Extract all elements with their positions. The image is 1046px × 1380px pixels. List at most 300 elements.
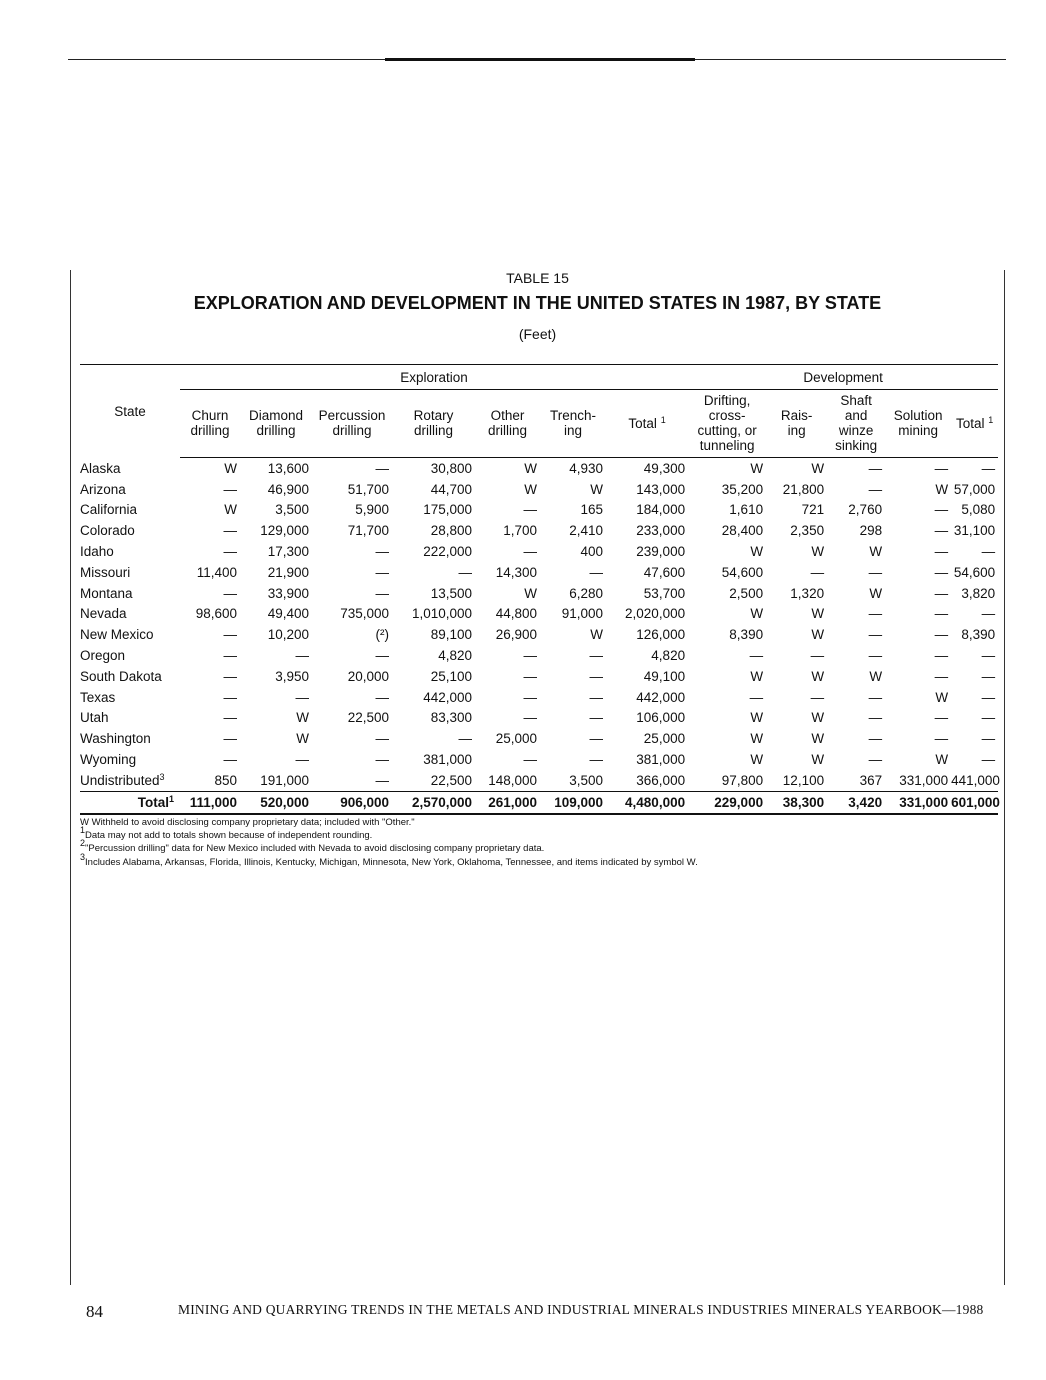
value-cell: —	[934, 627, 949, 643]
state-name: Missouri	[80, 564, 131, 580]
value-cell: —	[523, 710, 537, 726]
value-cell: 25,000	[495, 731, 537, 747]
footnote-marker: 3	[159, 771, 165, 782]
total-value-cell: 229,000	[688, 791, 766, 813]
value-cell: —	[868, 731, 883, 747]
value-cell: W	[811, 752, 825, 768]
value-cell: W	[296, 731, 309, 747]
value-cell: 57,000	[953, 481, 996, 497]
value-cell: W	[811, 627, 825, 643]
value-cell: 49,400	[267, 606, 309, 622]
total-value-cell: 520,000	[240, 791, 312, 813]
state-cell	[80, 520, 180, 541]
value-cell: —	[295, 689, 309, 705]
total-value-cell: 331,000	[885, 791, 951, 813]
value-cell: —	[223, 648, 237, 664]
table-row	[80, 770, 998, 791]
value-cell: —	[981, 460, 996, 476]
value-cell: 1,320	[790, 585, 825, 601]
value-cell: W	[869, 544, 883, 560]
footnote	[80, 825, 998, 842]
value-cell: —	[749, 689, 764, 705]
value-cell: W	[750, 460, 764, 476]
value-cell: 233,000	[636, 523, 686, 539]
right-margin-line	[1004, 270, 1005, 1285]
column-header-line: Rotary	[413, 408, 454, 423]
exploration-development-table	[80, 364, 998, 815]
column-header-line: ing	[563, 423, 582, 438]
value-cell: —	[981, 606, 996, 622]
total-row	[80, 791, 998, 813]
footnote-text: W Withheld to avoid disclosing company proprietary data; included with "Other."	[80, 817, 415, 828]
value-cell: 91,000	[561, 606, 603, 622]
value-cell: 31,100	[953, 523, 996, 539]
value-cell: —	[868, 460, 883, 476]
value-cell: 13,600	[267, 460, 309, 476]
value-cell: 44,700	[430, 481, 472, 497]
state-cell	[80, 604, 180, 625]
value-cell: —	[295, 752, 309, 768]
value-cell: 71,700	[347, 523, 389, 539]
value-cell: 20,000	[347, 668, 389, 684]
value-cell: W	[750, 752, 764, 768]
footnote-marker: 2	[80, 838, 86, 849]
value-cell: —	[458, 731, 472, 747]
value-cell: —	[375, 460, 389, 476]
value-cell: 46,900	[267, 481, 309, 497]
value-cell: —	[223, 544, 237, 560]
state-name: Alaska	[80, 460, 121, 476]
footnote-marker: 1	[988, 414, 994, 425]
value-cell: —	[223, 627, 237, 643]
value-cell: —	[934, 648, 949, 664]
state-cell	[80, 666, 180, 687]
value-cell: W	[811, 606, 825, 622]
table-body	[80, 458, 998, 814]
value-cell: —	[981, 668, 996, 684]
total-value-cell: 111,000	[180, 791, 240, 813]
value-cell: 1,010,000	[411, 606, 472, 622]
value-cell: —	[749, 648, 764, 664]
value-cell: —	[868, 648, 883, 664]
state-cell	[80, 770, 180, 791]
value-cell: W	[750, 710, 764, 726]
value-cell: 49,300	[643, 460, 686, 476]
value-cell: W	[869, 668, 883, 684]
value-cell: —	[523, 689, 537, 705]
value-cell: W	[524, 481, 537, 497]
value-cell: —	[934, 668, 949, 684]
value-cell: 54,600	[721, 564, 764, 580]
value-cell: —	[981, 731, 996, 747]
value-cell: 148,000	[488, 772, 537, 788]
column-header-line: drilling	[487, 423, 528, 438]
column-header-row	[80, 390, 998, 458]
value-cell: —	[375, 648, 389, 664]
value-cell: —	[934, 564, 949, 580]
state-name: Undistributed	[80, 772, 160, 788]
value-cell: —	[223, 668, 237, 684]
state-cell	[80, 479, 180, 500]
value-cell: —	[223, 731, 237, 747]
value-cell: W	[750, 606, 764, 622]
column-header-line: tunneling	[699, 438, 755, 453]
value-cell: 1,700	[503, 523, 537, 539]
value-cell: —	[868, 606, 883, 622]
value-cell: 298	[859, 523, 883, 539]
column-header-line: Total	[628, 415, 657, 431]
value-cell: 13,500	[430, 585, 472, 601]
total-value-cell: 261,000	[475, 791, 540, 813]
value-cell: 83,300	[430, 710, 472, 726]
value-cell: —	[868, 689, 883, 705]
column-header	[312, 390, 392, 458]
state-cell	[80, 541, 180, 562]
value-cell: —	[295, 648, 309, 664]
value-cell: —	[810, 689, 825, 705]
table-row	[80, 749, 998, 770]
value-cell: 441,000	[951, 772, 1000, 788]
state-cell	[80, 645, 180, 666]
value-cell: —	[981, 752, 996, 768]
value-cell: —	[375, 689, 389, 705]
value-cell: 1,610	[729, 502, 764, 518]
value-cell: 2,760	[848, 502, 883, 518]
value-cell: 25,000	[643, 731, 686, 747]
footnotes	[80, 816, 998, 869]
value-cell: —	[934, 544, 949, 560]
value-cell: —	[523, 502, 537, 518]
value-cell: —	[934, 731, 949, 747]
state-cell	[80, 624, 180, 645]
value-cell: —	[981, 689, 996, 705]
value-cell: 2,020,000	[625, 606, 686, 622]
value-cell: 175,000	[423, 502, 472, 518]
value-cell: 5,080	[961, 502, 996, 518]
value-cell: 17,300	[267, 544, 309, 560]
state-cell	[80, 583, 180, 604]
value-cell: 2,410	[569, 523, 603, 539]
value-cell: 49,100	[643, 668, 686, 684]
value-cell: 366,000	[636, 772, 686, 788]
value-cell: W	[869, 585, 883, 601]
state-name: South Dakota	[80, 668, 162, 684]
footnote	[80, 816, 998, 829]
total-label-cell	[80, 791, 180, 813]
value-cell: 26,900	[495, 627, 537, 643]
footnote	[80, 851, 998, 869]
state-name: Nevada	[80, 606, 127, 622]
state-name: Colorado	[80, 523, 135, 539]
value-cell: 367	[859, 772, 883, 788]
value-cell: 8,390	[961, 627, 996, 643]
value-cell: —	[934, 606, 949, 622]
value-cell: W	[224, 502, 237, 518]
value-cell: W	[750, 668, 764, 684]
state-name: Idaho	[80, 544, 114, 560]
value-cell: —	[810, 564, 825, 580]
value-cell: 47,600	[643, 564, 686, 580]
state-name: Washington	[80, 731, 151, 747]
value-cell: 30,800	[430, 460, 472, 476]
value-cell: W	[811, 731, 825, 747]
table-row	[80, 645, 998, 666]
value-cell: W	[590, 481, 603, 497]
value-cell: 54,600	[953, 564, 996, 580]
value-cell: 89,100	[430, 627, 472, 643]
state-cell	[80, 728, 180, 749]
value-cell: 184,000	[636, 502, 686, 518]
value-cell: —	[589, 668, 603, 684]
value-cell: 3,500	[569, 772, 603, 788]
value-cell: 98,600	[195, 606, 237, 622]
value-cell: 126,000	[636, 627, 686, 643]
value-cell: 12,100	[782, 772, 825, 788]
value-cell: 22,500	[347, 710, 389, 726]
value-cell: —	[981, 544, 996, 560]
value-cell: 8,390	[729, 627, 764, 643]
value-cell: 33,900	[267, 585, 309, 601]
value-cell: —	[981, 710, 996, 726]
table-row	[80, 604, 998, 625]
column-header-line: ing	[787, 423, 806, 438]
footnote-marker: 1	[168, 793, 174, 804]
value-cell: 28,800	[430, 523, 472, 539]
column-header	[240, 390, 312, 458]
footnote-text: "Percussion drilling" data for New Mexico included with Nevada to avoid disclosing company proprietary data.	[85, 843, 545, 855]
value-cell: —	[223, 481, 237, 497]
state-cell	[80, 562, 180, 583]
column-header-line: Rais-	[780, 408, 813, 423]
value-cell: —	[223, 710, 237, 726]
value-cell: —	[375, 752, 389, 768]
state-header: State	[80, 365, 180, 458]
value-cell: 2,350	[790, 523, 825, 539]
value-cell: —	[934, 460, 949, 476]
value-cell: 3,500	[275, 502, 309, 518]
value-cell: —	[589, 731, 603, 747]
column-header-line: mining	[898, 423, 938, 438]
table-row	[80, 728, 998, 749]
column-header	[885, 390, 951, 458]
column-header-line: drilling	[190, 423, 230, 438]
state-name: Oregon	[80, 648, 126, 664]
column-header-line: cutting, or	[697, 423, 757, 438]
value-cell: —	[223, 689, 237, 705]
state-cell	[80, 458, 180, 479]
value-cell: 106,000	[636, 710, 686, 726]
value-cell: 222,000	[423, 544, 472, 560]
value-cell: —	[868, 627, 883, 643]
value-cell: —	[523, 648, 537, 664]
value-cell: —	[810, 648, 825, 664]
value-cell: W	[811, 544, 825, 560]
value-cell: 735,000	[340, 606, 389, 622]
column-header	[540, 390, 606, 458]
column-header	[688, 390, 766, 458]
value-cell: 143,000	[636, 481, 686, 497]
value-cell: 25,100	[430, 668, 472, 684]
state-name: California	[80, 502, 138, 518]
column-header-line: drilling	[332, 423, 372, 438]
exploration-group-header: Exploration	[180, 365, 688, 390]
total-value-cell: 109,000	[540, 791, 606, 813]
value-cell: —	[375, 772, 389, 788]
value-cell: 4,820	[651, 648, 686, 664]
value-cell: 2,500	[729, 585, 764, 601]
column-header-line: cross-	[708, 408, 746, 423]
value-cell: 44,800	[495, 606, 537, 622]
footnote-marker: 1	[660, 414, 666, 425]
table-row	[80, 708, 998, 729]
table-row	[80, 666, 998, 687]
value-cell: 381,000	[636, 752, 686, 768]
footnote	[80, 838, 998, 855]
value-cell: 400	[580, 544, 603, 560]
value-cell: —	[589, 710, 603, 726]
column-header-line: Total	[955, 415, 985, 431]
value-cell: —	[523, 752, 537, 768]
state-name: Montana	[80, 585, 133, 601]
state-name: New Mexico	[80, 627, 154, 643]
value-cell: —	[934, 502, 949, 518]
table-row	[80, 583, 998, 604]
column-header-line: drilling	[256, 423, 296, 438]
table-row	[80, 500, 998, 521]
value-cell: —	[223, 523, 237, 539]
state-name: Utah	[80, 710, 109, 726]
state-name: Wyoming	[80, 752, 137, 768]
value-cell: —	[589, 689, 603, 705]
table-row	[80, 541, 998, 562]
column-header	[475, 390, 540, 458]
value-cell: W	[935, 752, 949, 768]
state-cell	[80, 500, 180, 521]
value-cell: W	[524, 460, 537, 476]
footnote-marker: 1	[80, 825, 86, 836]
value-cell: W	[811, 710, 825, 726]
value-cell: 5,900	[355, 502, 389, 518]
column-header-line: Diamond	[248, 408, 304, 423]
value-cell: —	[868, 710, 883, 726]
table-label: TABLE 15	[506, 270, 569, 286]
table-row	[80, 479, 998, 500]
column-header	[827, 390, 885, 458]
value-cell: 35,200	[721, 481, 764, 497]
state-name: Arizona	[80, 481, 126, 497]
value-cell: W	[224, 460, 237, 476]
value-cell: W	[935, 481, 949, 497]
state-cell	[80, 749, 180, 770]
total-value-cell: 38,300	[766, 791, 827, 813]
column-header-line: and	[844, 408, 868, 423]
footnote-text: Data may not add to totals shown because of independent rounding.	[85, 830, 373, 842]
value-cell: —	[458, 564, 472, 580]
table-units: (Feet)	[518, 326, 557, 342]
value-cell: —	[375, 564, 389, 580]
total-value-cell: 601,000	[951, 791, 998, 813]
value-cell: 381,000	[423, 752, 472, 768]
total-label: Total	[137, 794, 169, 810]
development-group-header: Development	[688, 365, 998, 390]
table-row	[80, 687, 998, 708]
value-cell: —	[934, 523, 949, 539]
value-cell: —	[523, 544, 537, 560]
page-number: 84	[86, 1302, 103, 1321]
table-row	[80, 458, 998, 479]
value-cell: —	[934, 585, 949, 601]
value-cell: 53,700	[643, 585, 686, 601]
table-title: EXPLORATION AND DEVELOPMENT IN THE UNITED STATES IN 1987, BY STATE	[193, 293, 882, 313]
value-cell: 11,400	[196, 564, 237, 580]
value-cell: 442,000	[423, 689, 472, 705]
value-cell: W	[750, 544, 764, 560]
table-row	[80, 520, 998, 541]
column-header-line: Drifting,	[703, 393, 751, 408]
state-name: Texas	[80, 689, 116, 705]
value-cell: —	[375, 544, 389, 560]
value-cell: —	[868, 564, 883, 580]
column-header-line: Shaft	[840, 393, 872, 408]
data-table-container	[80, 364, 998, 815]
value-cell: —	[868, 481, 883, 497]
running-head: MINING AND QUARRYING TRENDS IN THE METALS AND INDUSTRIAL MINERALS INDUSTRIES MINERALS YEARBOOK—1988	[178, 1302, 984, 1317]
value-cell: W	[935, 689, 949, 705]
column-header	[180, 390, 240, 458]
value-cell: 21,800	[782, 481, 825, 497]
value-cell: 97,800	[721, 772, 764, 788]
value-cell: W	[524, 585, 537, 601]
column-header	[766, 390, 827, 458]
value-cell: 51,700	[347, 481, 389, 497]
value-cell: —	[868, 752, 883, 768]
value-cell: 14,300	[495, 564, 537, 580]
value-cell: W	[811, 668, 825, 684]
value-cell: (²)	[375, 627, 389, 643]
value-cell: 331,000	[899, 772, 949, 788]
column-header	[951, 390, 998, 458]
value-cell: 22,500	[430, 772, 472, 788]
footnote-text: Includes Alabama, Arkansas, Florida, Illinois, Kentucky, Michigan, Minnesota, New York, Oklahoma, Tennessee, and items indicated by symbol W.	[85, 856, 698, 868]
value-cell: 10,200	[267, 627, 309, 643]
column-header-line: Churn	[191, 408, 229, 423]
column-header	[606, 390, 688, 458]
total-value-cell: 2,570,000	[392, 791, 475, 813]
value-cell: 191,000	[260, 772, 309, 788]
value-cell: 4,820	[438, 648, 472, 664]
column-header-line: Other	[490, 408, 525, 423]
value-cell: W	[590, 627, 603, 643]
value-cell: 3,950	[275, 668, 309, 684]
column-header-line: sinking	[835, 438, 878, 453]
column-header-line: Percussion	[318, 408, 386, 423]
value-cell: 21,900	[267, 564, 309, 580]
column-header-line: winze	[838, 423, 874, 438]
value-cell: W	[296, 710, 309, 726]
value-cell: —	[589, 752, 603, 768]
total-value-cell: 4,480,000	[606, 791, 688, 813]
footnote-marker: 3	[80, 851, 86, 862]
state-cell	[80, 708, 180, 729]
value-cell: W	[750, 731, 764, 747]
value-cell: —	[523, 668, 537, 684]
value-cell: —	[589, 648, 603, 664]
top-rule-accent	[385, 58, 695, 61]
table-row	[80, 562, 998, 583]
value-cell: 28,400	[721, 523, 764, 539]
column-header-line: Solution	[893, 408, 943, 423]
value-cell: W	[811, 460, 825, 476]
